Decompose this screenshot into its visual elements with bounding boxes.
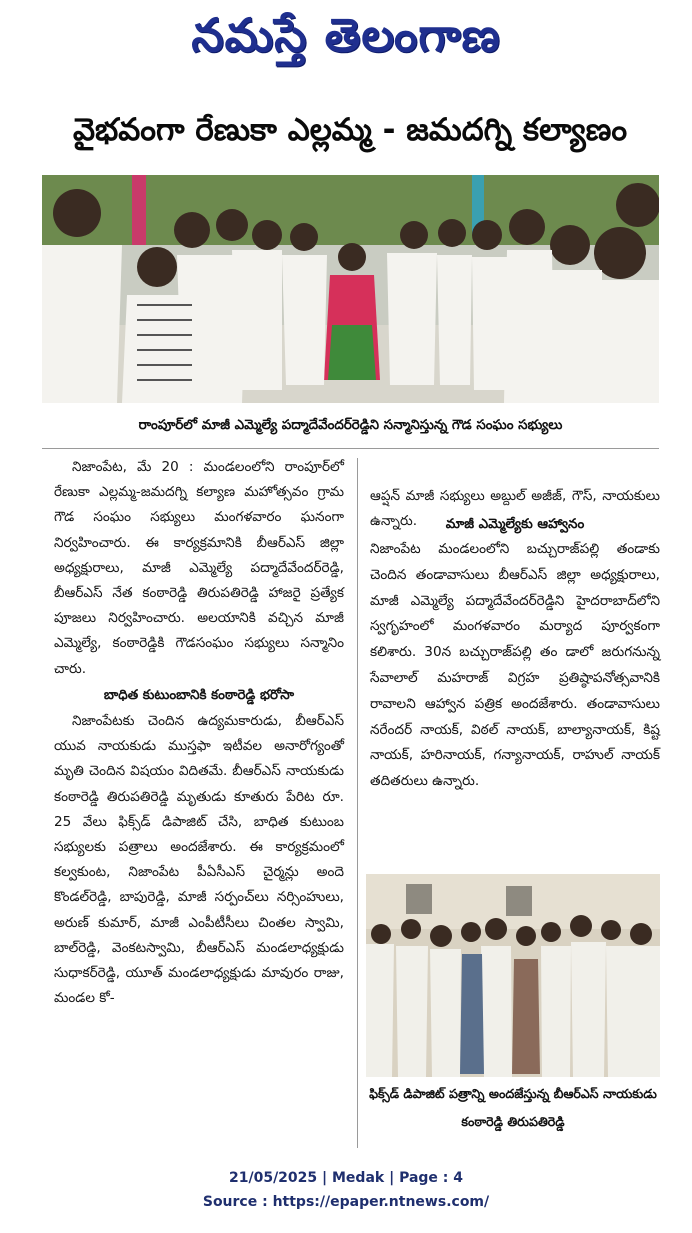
column-divider — [357, 458, 358, 1148]
subhead-family-support: బాధిత కుటుంబానికి కంఠారెడ్డి భరోసా — [103, 687, 295, 703]
newspaper-masthead — [0, 10, 692, 72]
paragraph-invitation-text: నిజాంపేట మండలంలోని బచ్చురాజ్‌పల్లి తండాకు చెందిన తండావాసులు బీఆర్‌ఎస్ జిల్లా అధ్యక్షురాలు, మాజీ ఎమ్మెల్యే పద్మాదేవేందర్‌రెడ్డిని హైదరాబాద్‌లోని స్వగృహంలో మంగళవారం మర్యాద పూర్వకంగా కలిశారు. 30న బచ్చురాజ్‌పల్లి తం డాలో జరుగనున్న సేవాలాల్ మహరాజ్ విగ్రహ ప్రతిష్ఠాపనోత్సవానికి రావాలని ఆహ్వాన పత్రిక అందజేశారు. తండావాసులు నరేందర్ నాయక్, విఠల్ నాయక్, బాల్యానాయక్, కిష్ట నాయక్, హరినాయక్, గన్యానాయక్, రాహుల్ నాయక్ తదితరులు ఉన్నారు. — [370, 541, 660, 790]
second-photo-caption: ఫిక్స్‌డ్ డిపాజిట్ పత్రాన్ని అందజేస్తున్న బీఆర్‌ఎస్ నాయకుడు కంఠారెడ్డి తిరుపతిరెడ్డి — [369, 1086, 657, 1129]
masthead-title: నమస్తే తెలంగాణ — [191, 8, 501, 62]
paragraph-continuation: ఆప్షన్ మాజీ సభ్యులు అబ్దుల్ అజీజ్, గౌస్, నాయకులు ఉన్నారు. — [370, 488, 660, 529]
second-photo — [366, 874, 660, 1077]
paragraph-invitation — [370, 537, 660, 795]
subhead-invitation: మాజీ ఎమ్మెల్యేకు ఆహ్వానం — [445, 517, 585, 532]
article-headline: వైభవంగా రేణుకా ఎల్లమ్మ - జమదగ్ని కల్యాణం — [72, 112, 628, 148]
caption-divider — [42, 448, 659, 449]
lead-paragraph: నిజాంపేట, మే 20 : మండలంలోని రాంపూర్‌లో రేణుకా ఎల్లమ్మ-జమదగ్ని కల్యాణ మహోత్సవం గ్రామ గౌడ సంఘం సభ్యులు మంగళవారం ఘనంగా నిర్వహించారు. ఈ కార్యక్రమానికి బీఆర్‌ఎస్ జిల్లా అధ్యక్షురాలు, మాజీ ఎమ్మెల్యే పద్మాదేవేందర్‌రెడ్డి, బీఆర్‌ఎస్ నేత కంఠారెడ్డి తిరుపతిరెడ్డి హాజరై ప్రత్యేక పూజలు నిర్వహించారు. అలయానికి వచ్చిన మాజీ ఎమ్మెల్యే, కంఠారెడ్డికి గౌడసంఘం సభ్యులు సన్మానిం చారు. — [54, 459, 344, 677]
paragraph-family-support: నిజాంపేటకు చెందిన ఉద్యమకారుడు, బీఆర్‌ఎస్ యువ నాయకుడు ముస్తఫా ఇటీవల అనారోగ్యంతో మృతి చెందిన విషయం విదితమే. బీఆర్‌ఎస్ నాయకుడు కంఠారెడ్డి తిరుపతిరెడ్డి మృతుడు కూతురు పేరిట రూ. 25 వేలు ఫిక్స్‌డ్ డిపాజిట్ చేసి, బాధిత కుటుంబ సభ్యులకు పత్రాలు అందజేశారు. ఈ కార్యక్రమంలో కల్వకుంట, నిజాంపేట పీఏసీఎస్ చైర్మన్లు అందె కొండల్‌రెడ్డి, బాపురెడ్డి, మాజీ సర్పంచ్‌లు నర్సింహులు, అరుణ్ కుమార్, మాజీ ఎంపీటీసీలు చింతల స్వామి, బాల్‌రెడ్డి, వెంకటస్వామి, బీఆర్‌ఎస్ మండలాధ్యక్షుడు సుధాకర్‌రెడ్డి, యూత్ మండలాధ్యక్షుడు మావురం రాజు, మండల కో- — [54, 713, 344, 1007]
source-link[interactable]: Source : https://epaper.ntnews.com/ — [202, 1194, 490, 1210]
main-photo — [42, 175, 659, 403]
edition-info: 21/05/2025 | Medak | Page : 4 — [228, 1170, 464, 1186]
main-photo-caption: రాంపూర్‌లో మాజీ ఎమ్మెల్యే పద్మాదేవేందర్‌రెడ్డిని సన్మానిస్తున్న గౌడ సంఘం సభ్యులు — [138, 418, 563, 433]
left-column — [54, 455, 344, 1011]
